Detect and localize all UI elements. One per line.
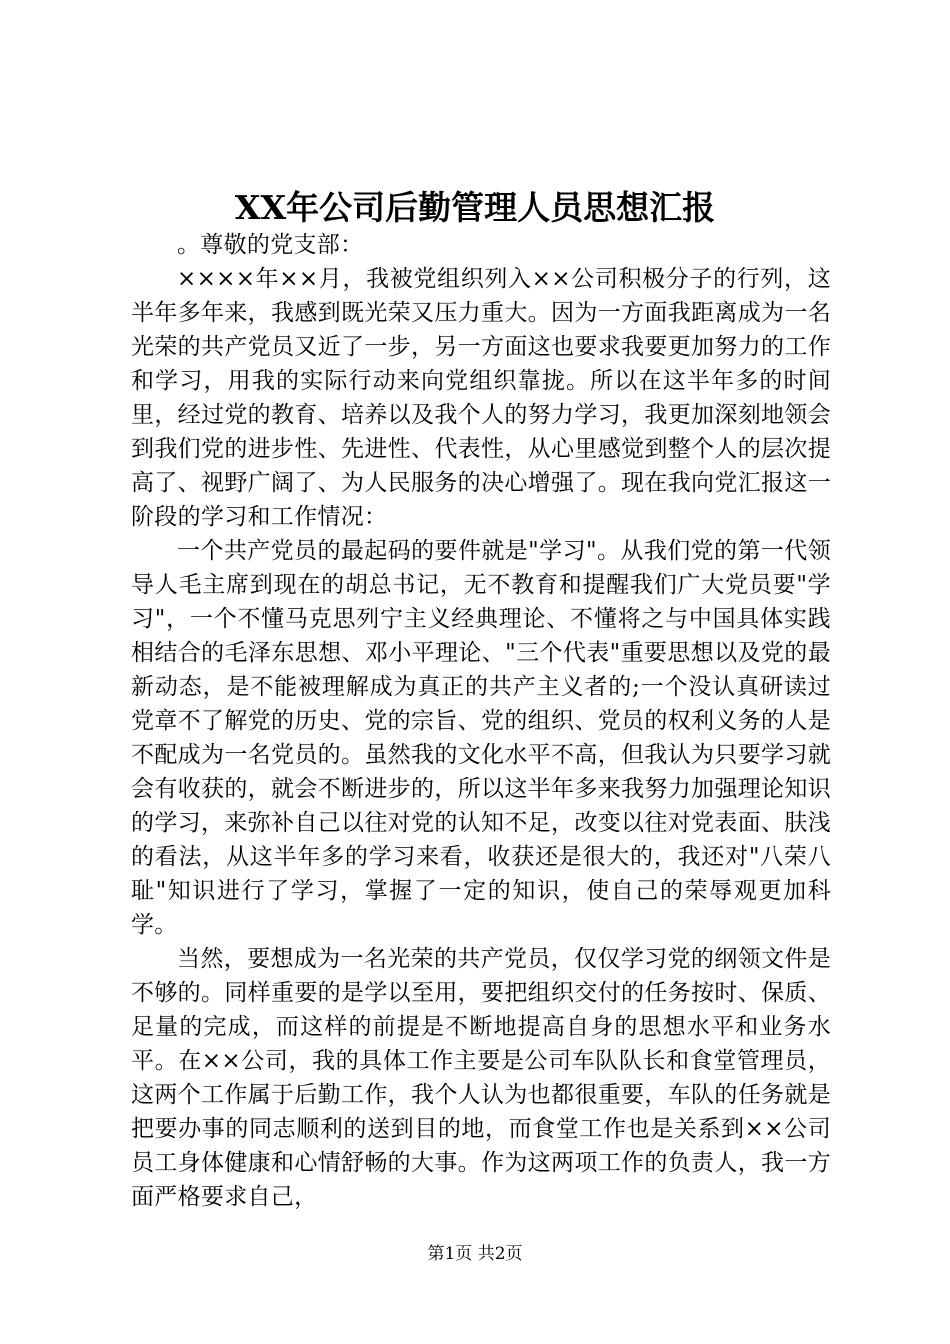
document-body — [131, 228, 831, 1214]
document-title: XX年公司后勤管理人员思想汇报 — [234, 188, 716, 227]
body-paragraph: 一个共产党员的最起码的要件就是"学习"。从我们党的第一代领导人毛主席到现在的胡总书记，无不教育和提醒我们广大党员要"学习"，一个不懂马克思列宁主义经典理论、不懂将之与中国具体实践相结合的毛泽东思想、邓小平理论、"三个代表"重要思想以及党的最新动态，是不能被理解成为真正的共产主义者的;一个没认真研读过党章不了解党的历史、党的宗旨、党的组织、党员的权利义务的人是不配成为一名党员的。虽然我的文化水平不高，但我认为只要学习就会有收获的，就会不断进步的，所以这半年多来我努力加强理论知识的学习，来弥补自己以往对党的认知不足，改变以往对党表面、肤浅的看法，从这半年多的学习来看，收获还是很大的，我还对"八荣八耻"知识进行了学习，掌握了一定的知识，使自己的荣辱观更加科学。 — [131, 538, 831, 938]
salutation-paragraph: 。尊敬的党支部： — [177, 232, 364, 258]
body-paragraph: ××××年××月，我被党组织列入××公司积极分子的行列，这半年多年来，我感到既光荣又压力重大。因为一方面我距离成为一名光荣的共产党员又近了一步，另一方面这也要求我要更加努力的工作和学习，用我的实际行动来向党组织靠拢。所以在这半年多的时间里，经过党的教育、培养以及我个人的努力学习，我更加深刻地领会到我们党的进步性、先进性、代表性，从心里感觉到整个人的层次提高了、视野广阔了、为人民服务的决心增强了。现在我向党汇报这一阶段的学习和工作情况： — [131, 266, 831, 530]
body-paragraph: 当然，要想成为一名光荣的共产党员，仅仅学习党的纲领文件是不够的。同样重要的是学以至用，要把组织交付的任务按时、保质、足量的完成，而这样的前提是不断地提高自身的思想水平和业务水平。在××公司，我的具体工作主要是公司车队队长和食堂管理员，这两个工作属于后勤工作，我个人认为也都很重要，车队的任务就是把要办事的同志顺利的送到目的地，而食堂工作也是关系到××公司员工身体健康和心情舒畅的大事。作为这两项工作的负责人，我一方面严格要求自己， — [131, 946, 831, 1210]
page-number-footer: 第1页 共2页 — [427, 1244, 523, 1264]
